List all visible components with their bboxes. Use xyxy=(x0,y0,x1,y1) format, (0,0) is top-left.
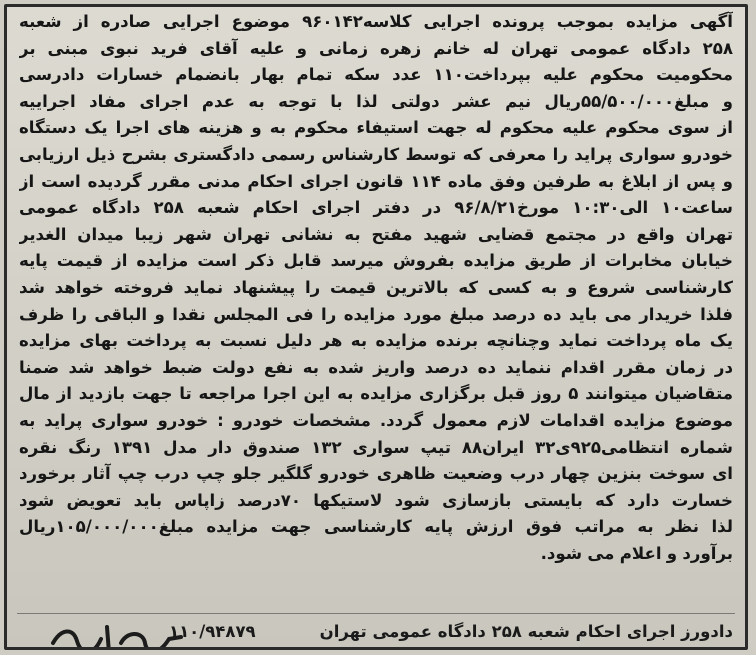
notice-line-6: خودرو سواری پراید را معرفی که توسط کارشناس رسمی دادگستری بشرح ذیل ارزیابی xyxy=(19,144,733,164)
notice-line-17: شماره انتظامی۹۲۵ی۳۲ ایران۸۸ تیپ سواری ۱۳۲ صندوق دار مدل ۱۳۹۱ رنگ نقره xyxy=(19,437,733,457)
notice-line-7: و پس از ابلاغ به طرفین وفق ماده ۱۱۴ قانون اجرای احکام مدنی مقرر گردیده است از xyxy=(19,171,733,191)
notice-line-9: تهران واقع در مجتمع قضایی شهید مفتح به نشانی تهران شهر زیبا میدان الغدیر xyxy=(19,224,733,244)
notice-line-13: یک ماه پرداخت نماید وچنانچه برنده مزایده به هر دلیل نسبت به پرداخت بهای مزایده xyxy=(19,331,733,351)
notice-line-15: متقاضیان میتوانند ۵ روز قبل برگزاری مزایده به این اجرا مراجعه تا جهت بازدید از مال xyxy=(19,384,733,404)
notice-line-2: ۲۵۸ دادگاه عمومی تهران له خانم زهره زمانی و علیه آقای فرید نبوی مبنی بر xyxy=(19,38,733,58)
notice-line-21: برآورد و اعلام می شود. xyxy=(540,543,733,563)
notice-body xyxy=(19,9,733,567)
notice-line-5: از سوی محکوم علیه محکوم له جهت استیفاء محکوم به و هزینه های اجرا یک دستگاه xyxy=(19,118,733,138)
notice-line-1: آگهی مزایده بموجب پرونده اجرایی کلاسه۹۶۰۱۴۲ موضوع اجرایی صادره از شعبه xyxy=(19,12,733,31)
issuer-signature-line: دادورز اجرای احکام شعبه ۲۵۸ دادگاه عمومی تهران xyxy=(319,621,733,641)
notice-line-3: محکومیت محکوم علیه بپرداخت۱۱۰ عدد سکه تمام بهار بانضمام خسارات دادرسی xyxy=(19,65,733,85)
notice-line-19: خسارت دارد که بایستی بازسازی شود لاستیکها ۷۰درصد زاپاس باید تعویض شود xyxy=(19,490,733,510)
notice-line-20: لذا نظر به مراتب فوق ارزش پایه کارشناسی جهت مزایده مبلغ۱۰۵/۰۰۰/۰۰۰ریال xyxy=(19,517,733,537)
notice-line-4: و مبلغ۵۵/۵۰۰/۰۰۰ریال نیم عشر دولتی لذا با توجه به عدم اجرای مفاد اجراییه xyxy=(19,91,733,111)
notice-line-11: کارشناسی شروع و به کسی که بالاترین قیمت را پیشنهاد نماید فروخته خواهد شد xyxy=(19,277,733,297)
notice-line-16: موضوع مزایده اقدامات لازم معمول گردد. مشخصات خودرو : خودرو سواری پراید به xyxy=(19,410,733,430)
notice-line-8: ساعت۱۰ الی۱۰:۳۰ مورخ۹۶/۸/۲۱ در دفتر اجرای احکام شعبه ۲۵۸ دادگاه عمومی xyxy=(19,198,733,218)
notice-line-18: ای سوخت بنزین چهار درب وضعیت ظاهری خودرو گلگیر جلو چپ درب چپ آثار برخورد xyxy=(19,464,733,484)
notice-line-12: فلذا خریدار می باید ده درصد مبلغ مورد مزایده را فی المجلس نقدا و الباقی را ظرف xyxy=(19,304,733,324)
notice-line-10: خیابان مخابرات از طریق مزایده بفروش میرسد قابل ذکر است مزایده از قیمت پایه xyxy=(19,251,733,271)
notice-line-14: در زمان مقرر اقدام ننماید ده درصد واریز شده به نفع دولت ضبط خواهد شد ضمنا xyxy=(19,357,733,377)
reference-number: ۱۱۰/۹۴۸۷۹ xyxy=(169,621,256,641)
handwritten-mark xyxy=(47,613,187,650)
notice-frame xyxy=(4,4,748,650)
